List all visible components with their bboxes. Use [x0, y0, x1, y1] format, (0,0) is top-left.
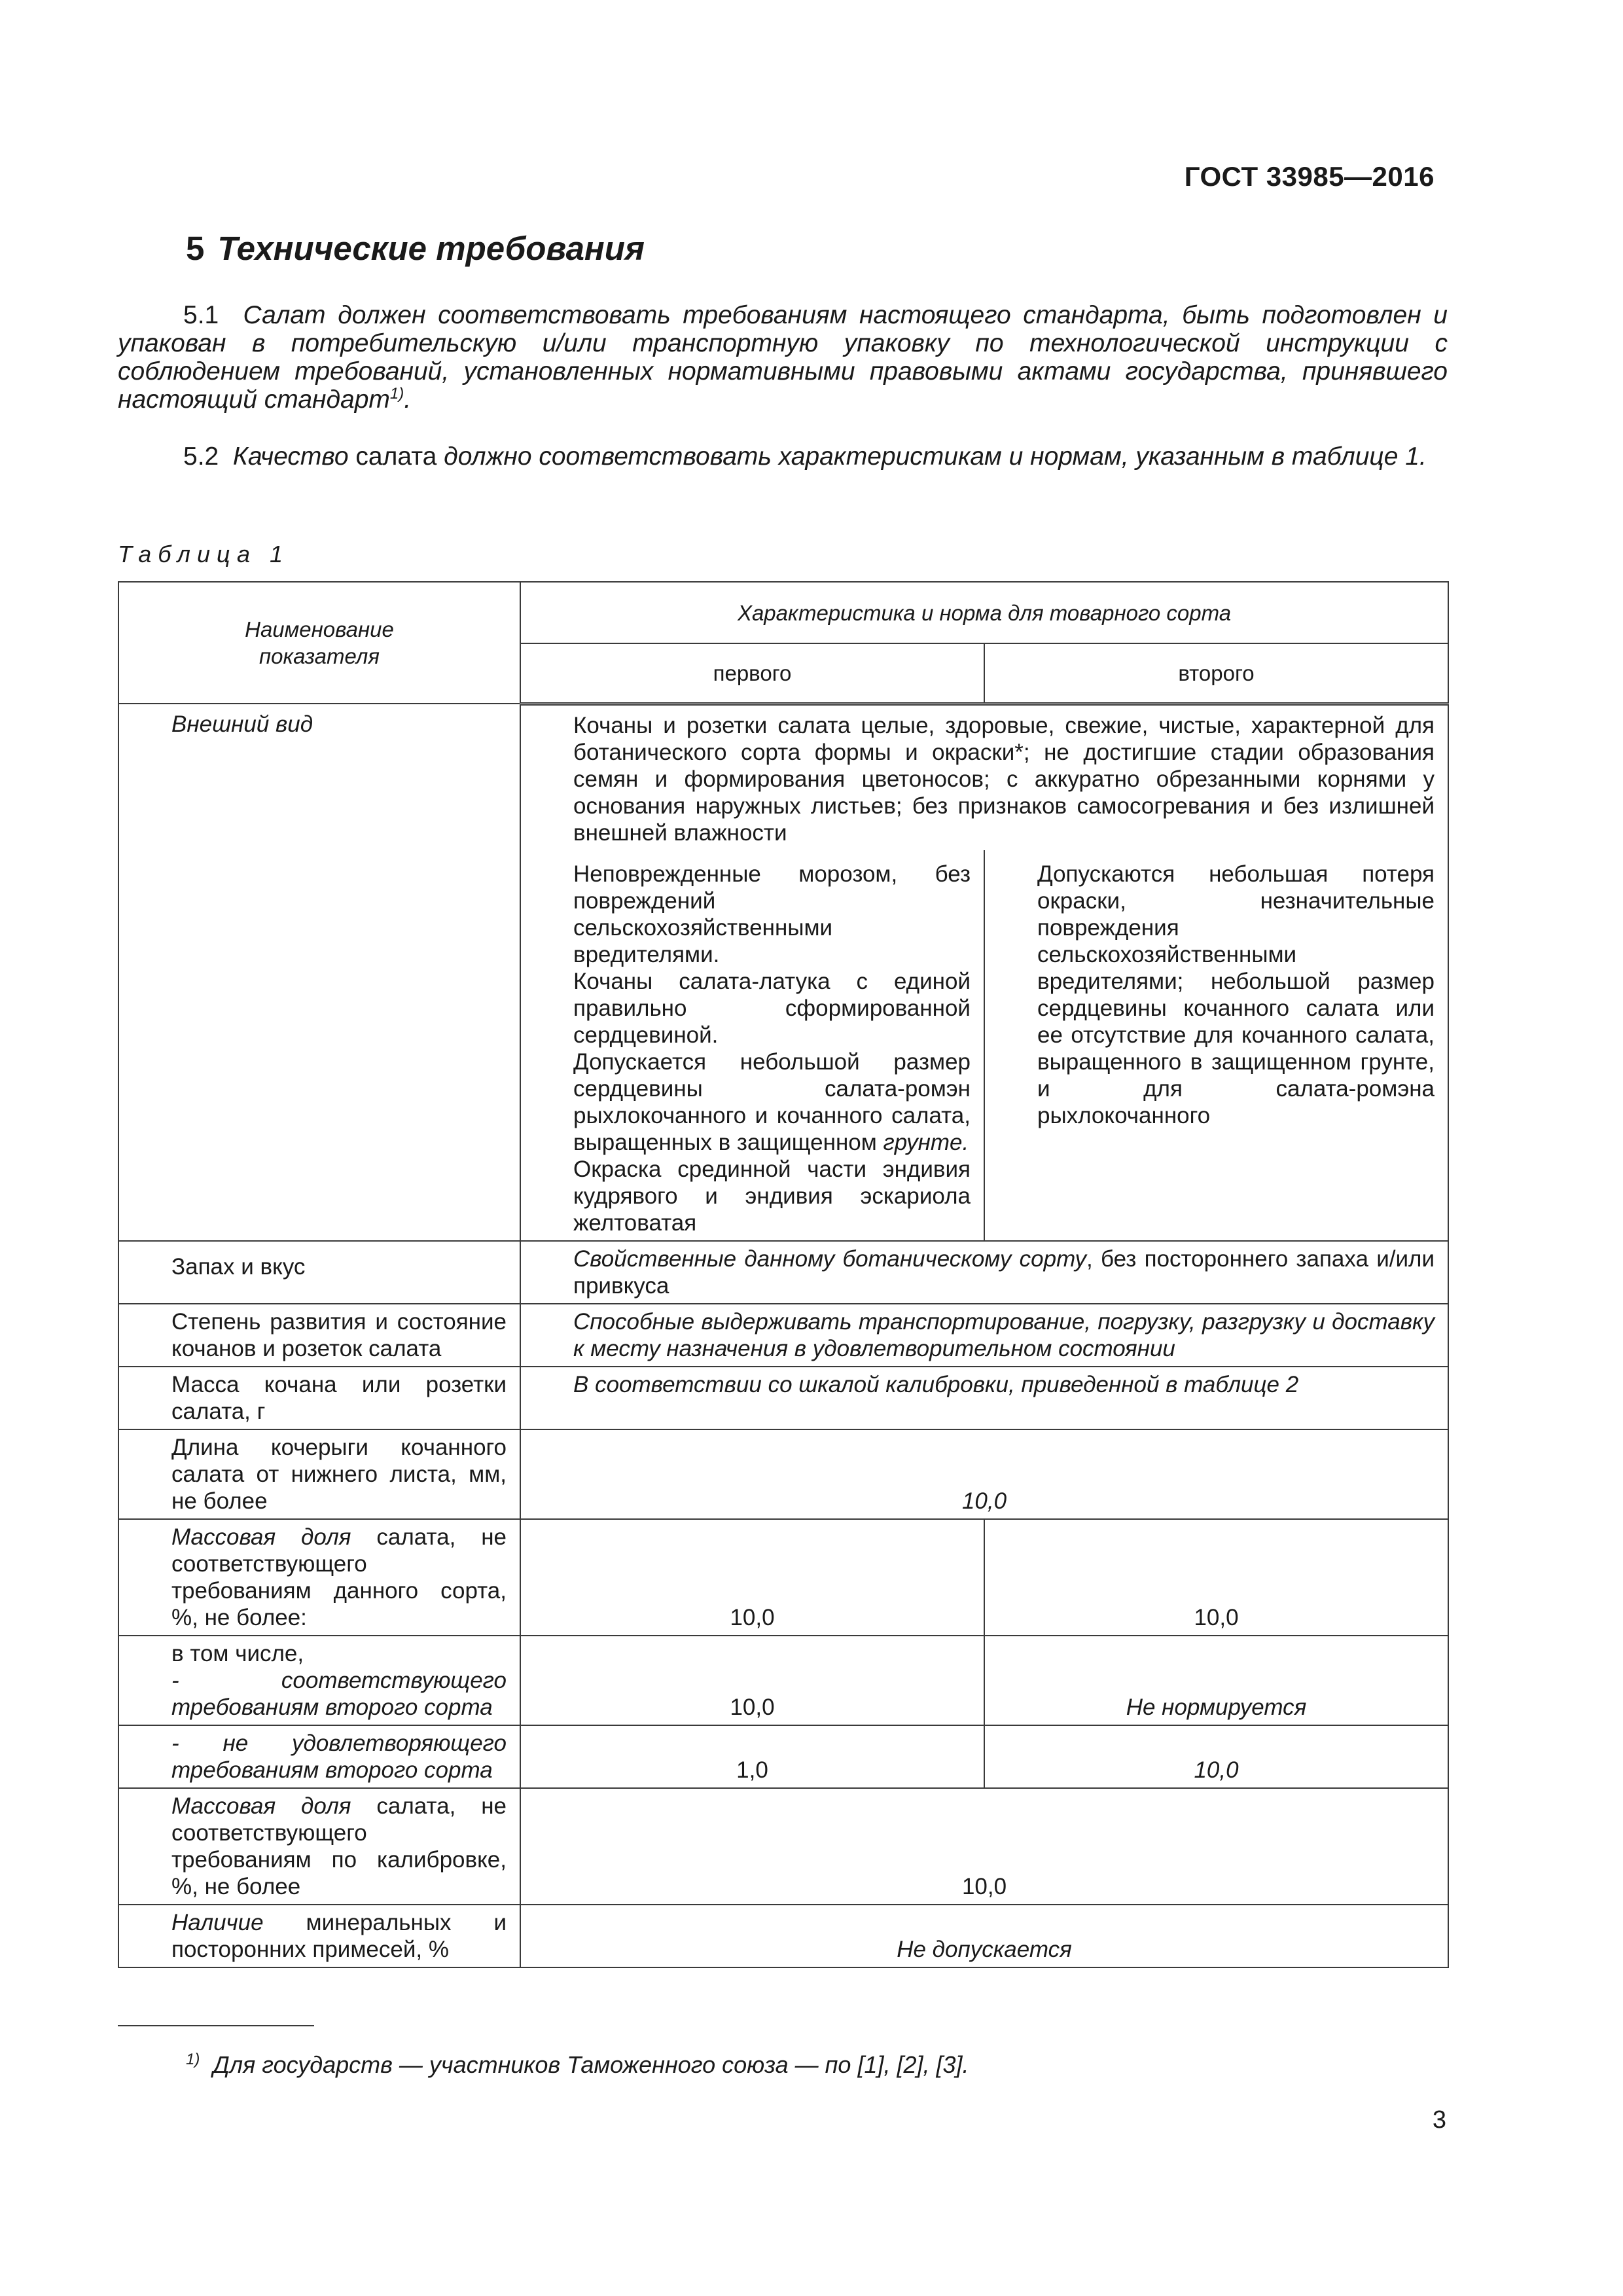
table-row [118, 704, 1448, 850]
row-stump-value: 10,0 [520, 1429, 1448, 1519]
table-row [118, 1636, 1448, 1725]
table-row [118, 1905, 1448, 1967]
header-indicator-name: Наименование показателя [118, 582, 520, 704]
header-first-grade: первого [520, 643, 984, 704]
footnote-mark: 1) [186, 2051, 200, 2068]
row-stump-name [118, 1429, 520, 1519]
cell-text: Масса кочана или розетки салата, г [171, 1371, 507, 1424]
paragraph-5-2 [118, 442, 1448, 471]
row-nonconform-second: 10,0 [984, 1519, 1448, 1636]
section-number: 5 [186, 230, 205, 267]
row-appearance-first [520, 850, 984, 1241]
cell-text: грунте. [883, 1129, 969, 1155]
cell-text: в том числе, [171, 1640, 304, 1666]
header-grade-group: Характеристика и норма для товарного сорта [520, 582, 1448, 643]
cell-text: Степень развития и состояние кочанов и розеток салата [171, 1308, 507, 1361]
footnote-ref[interactable]: 1) [389, 385, 404, 403]
cell-text: Окраска срединной части эндивия кудрявого и эндивия эскариола желтоватая [573, 1156, 971, 1236]
row-development-value [520, 1304, 1448, 1367]
cell-text: Свойственные данному ботаническому сорту [573, 1246, 1086, 1272]
table-row [118, 1429, 1448, 1519]
table-row [118, 1241, 1448, 1304]
row-nonconform-name [118, 1519, 520, 1636]
cell-text: салата, не соответствующего требованиям по калибровке, %, не более [171, 1793, 507, 1899]
cell-text: В соответствии со шкалой калибровки, приведенной в таблице 2 [573, 1371, 1299, 1397]
cell-text: Наличие [171, 1909, 264, 1935]
section-title-text: Технические требования [217, 230, 645, 267]
row-incl-second-second: Не нормируется [984, 1636, 1448, 1725]
cell-text: Способные выдерживать транспортирование, погрузку, разгрузку и доставку к месту назначения в удовлетворительном состоянии [573, 1308, 1435, 1361]
table-row [118, 1788, 1448, 1905]
section-title [186, 229, 645, 268]
footnote-text: Для государств — участников Таможенного союза — по [1], [2], [3]. [213, 2051, 969, 2078]
cell-text: , без постороннего запаха и/или привкуса [573, 1246, 1435, 1299]
cell-text: Допускаются небольшая потеря окраски, незначительные повреждения сельскохозяйственными вредителями; небольшой размер сердцевины кочанного салата или ее отсутствие для кочанного салата, выращенного в защищенном грунте, и для салата-ромэна рыхлокочанного [1037, 861, 1435, 1128]
row-not-second-first: 1,0 [520, 1725, 984, 1788]
cell-text: Кочаны салата-латука с единой правильно сформированной сердцевиной. [573, 968, 971, 1048]
row-calibration-name [118, 1788, 520, 1905]
footnote [186, 2051, 969, 2079]
cell-text: - не удовлетворяющего требованиям второго сорта [171, 1730, 507, 1783]
cell-text: Неповрежденные морозом, без повреждений сельскохозяйственными вредителями. [573, 861, 971, 967]
row-incl-second-name [118, 1636, 520, 1725]
row-development-name [118, 1304, 520, 1367]
row-appearance-name [118, 704, 520, 1241]
row-not-second-second: 10,0 [984, 1725, 1448, 1788]
cell-text: - соответствующего требованиям второго сорта [171, 1667, 507, 1720]
table-header-row [118, 582, 1448, 643]
row-appearance-common [520, 704, 1448, 850]
table-row [118, 1367, 1448, 1429]
cell-text: Массовая доля [171, 1793, 351, 1819]
row-nonconform-first: 10,0 [520, 1519, 984, 1636]
requirements-table [118, 581, 1449, 1968]
footnote-divider [118, 2025, 314, 2026]
row-smell-value [520, 1241, 1448, 1304]
row-appearance-second [984, 850, 1448, 1241]
cell-text: Внешний вид [171, 711, 313, 737]
cell-text: Кочаны и розетки салата целые, здоровые, свежие, чистые, характерной для ботанического сорта формы и окраски*; не достигшие стадии образования семян и формирования цветоносов; с аккуратно обрезанными корнями у основания наружных листьев; без признаков самосогревания и без излишней внешней влажности [573, 712, 1435, 846]
paragraph-end: . [404, 386, 412, 414]
paragraph-5-1 [118, 301, 1448, 414]
header-second-grade: второго [984, 643, 1448, 704]
paragraph-number: 5.1 [183, 301, 219, 329]
document-code: ГОСТ 33985—2016 [1184, 161, 1435, 192]
cell-text: Запах и вкус [171, 1253, 306, 1280]
cell-text: минеральных и посторонних примесей, % [171, 1909, 507, 1962]
paragraph-text: салата [348, 442, 444, 471]
row-mass-name [118, 1367, 520, 1429]
table-caption: Таблица 1 [118, 541, 290, 567]
row-impurities-name [118, 1905, 520, 1967]
row-calibration-value: 10,0 [520, 1788, 1448, 1905]
row-incl-second-first: 10,0 [520, 1636, 984, 1725]
paragraph-text: должно соответствовать характеристикам и нормам, указанным в таблице 1. [444, 442, 1427, 471]
table-row [118, 1725, 1448, 1788]
cell-text: Длина кочерыги кочанного салата от нижнего листа, мм, не более [171, 1434, 507, 1514]
row-impurities-value: Не допускается [520, 1905, 1448, 1967]
paragraph-text: Салат должен соответствовать требованиям настоящего стандарта, быть подготовлен и упакован в потребительскую и/или транспортную упаковку по технологической инструкции с соблюдением требований, установленных нормативными правовыми актами государства, принявшего настоящий стандарт [118, 301, 1448, 414]
cell-text: Допускается небольшой размер сердцевины салата-ромэн рыхлокочанного и кочанного салата, выращенных в защищенном [573, 1049, 971, 1155]
cell-text: Массовая доля [171, 1524, 351, 1550]
cell-text: салата, не соответствующего требованиям данного сорта, %, не более: [171, 1524, 507, 1630]
row-mass-value [520, 1367, 1448, 1429]
table-row [118, 1304, 1448, 1367]
paragraph-number: 5.2 [183, 442, 219, 471]
row-not-second-name [118, 1725, 520, 1788]
table-row [118, 1519, 1448, 1636]
row-smell-name [118, 1241, 520, 1304]
page-number: 3 [1432, 2106, 1446, 2134]
paragraph-text: Качество [232, 442, 349, 471]
